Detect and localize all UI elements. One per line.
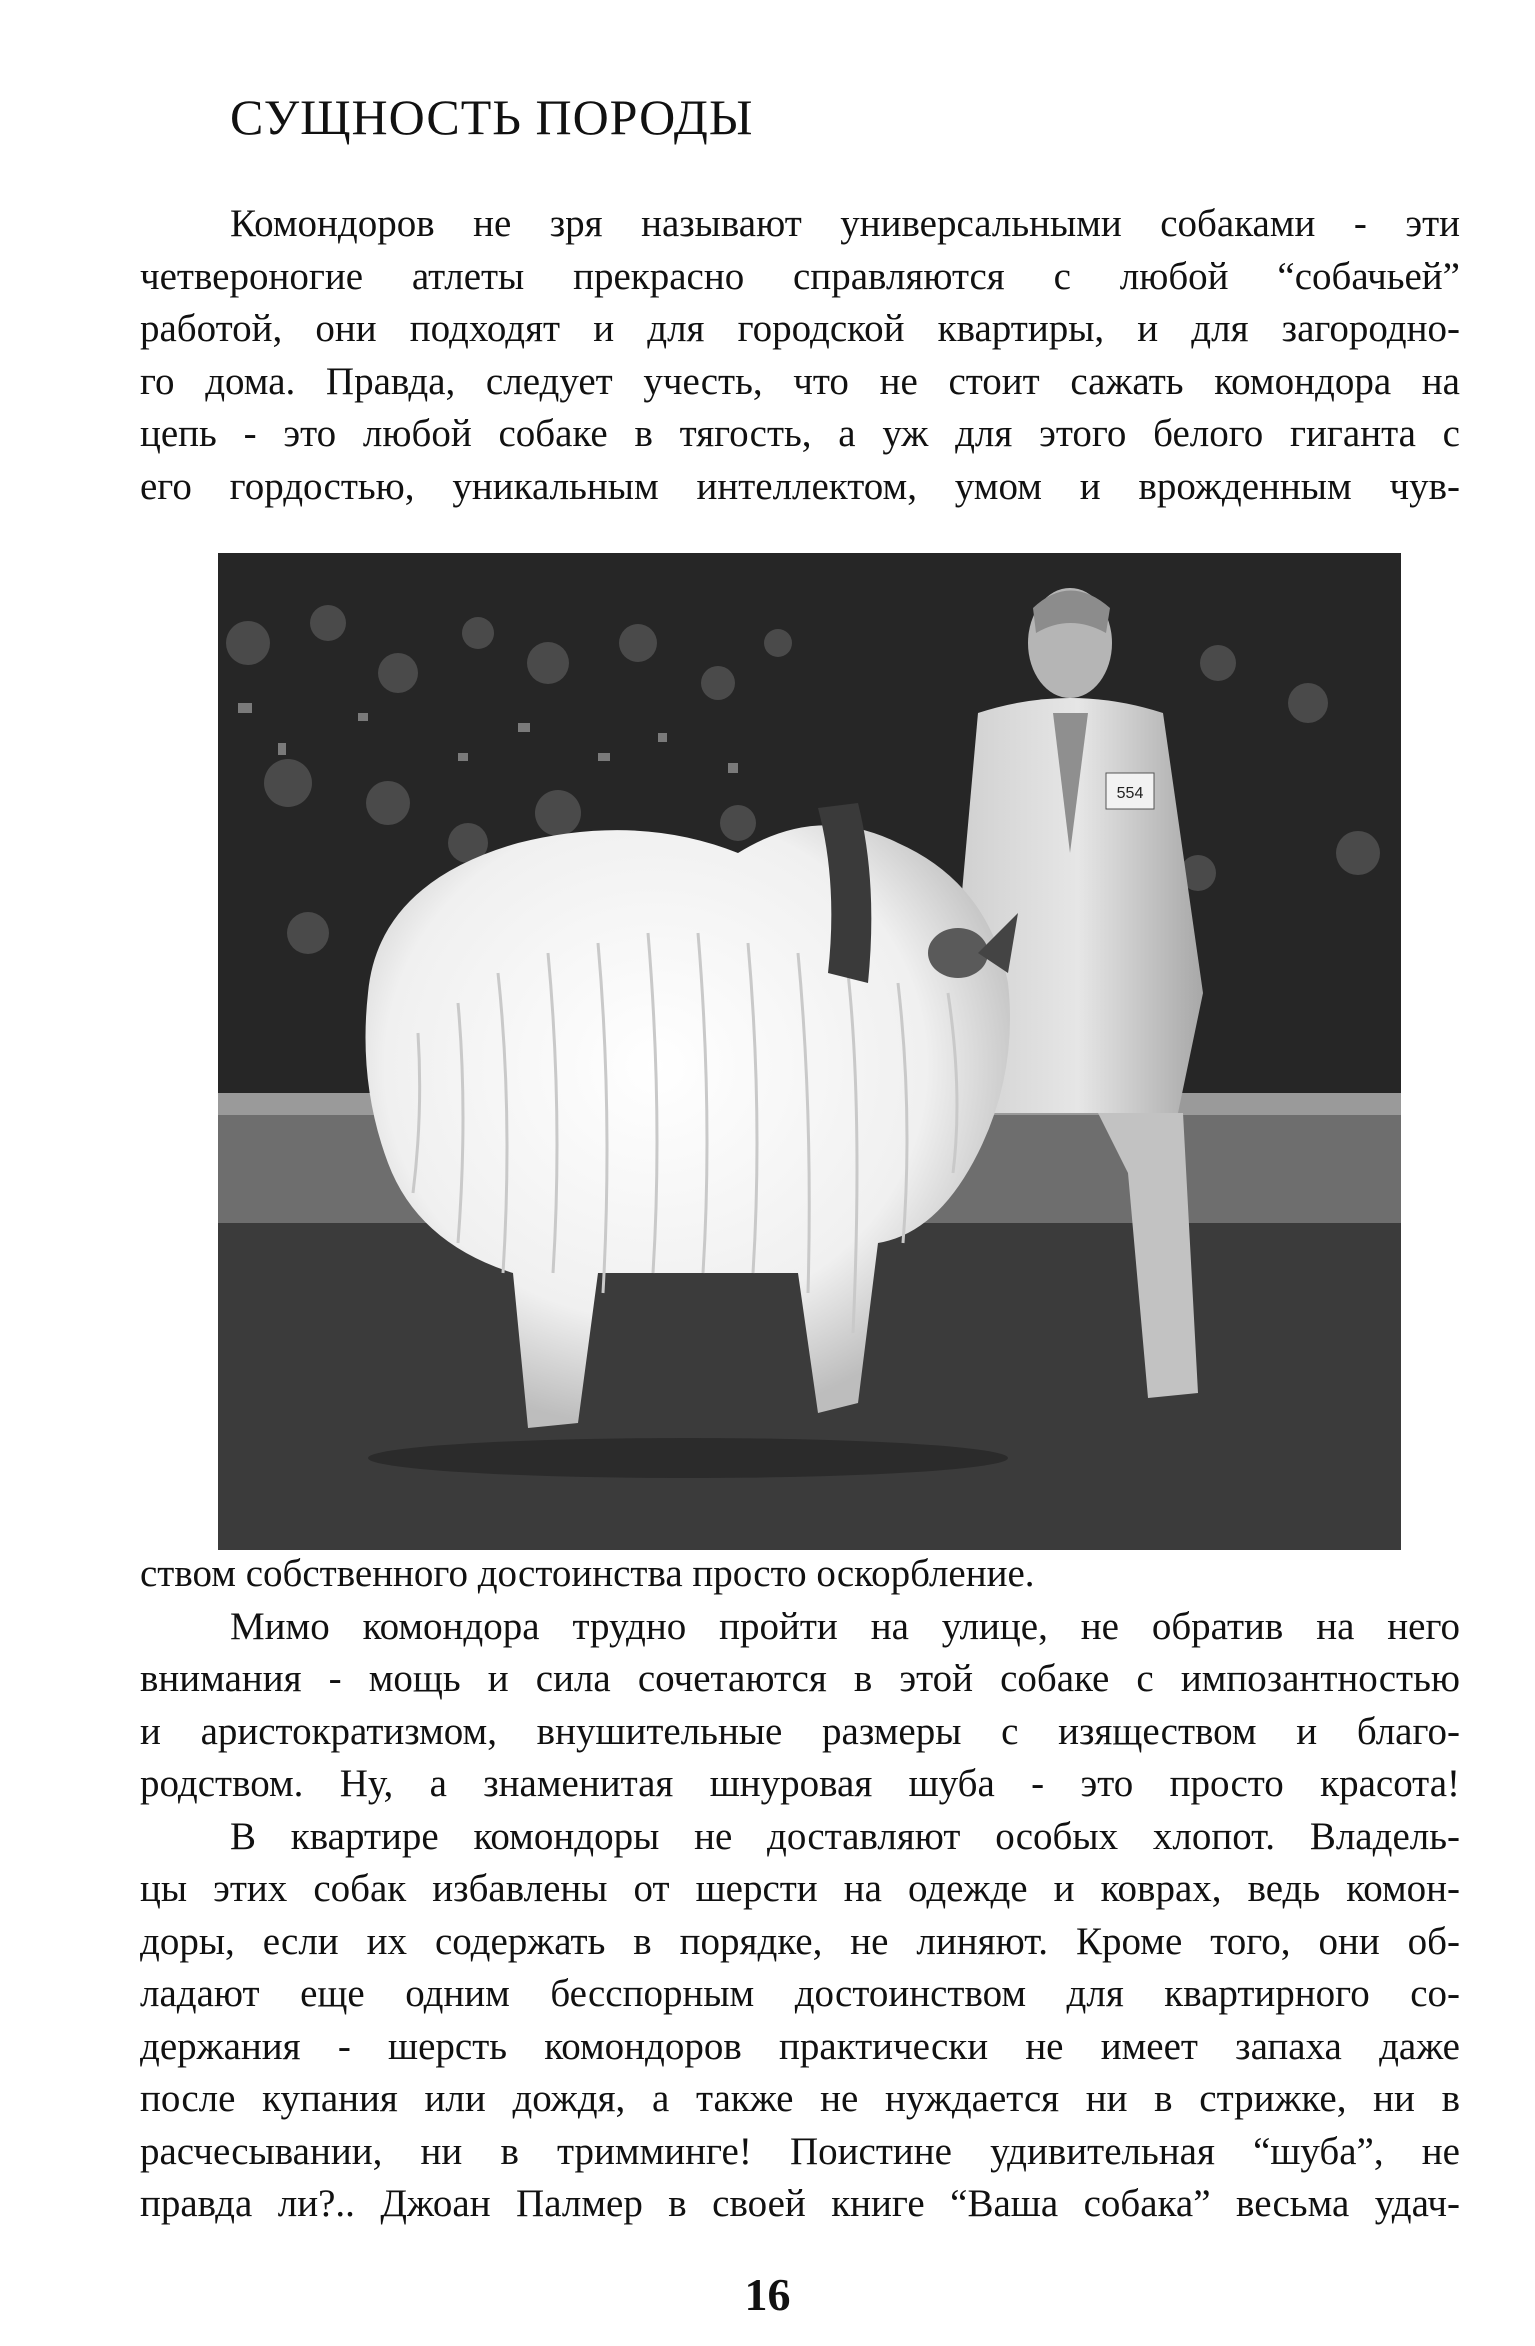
text-line: после купания или дождя, а также не нуждается ни в стрижке, ни в <box>140 2077 1460 2120</box>
text-line: ладают еще одним бесспорным достоинством для квартирного со- <box>140 1972 1460 2015</box>
handler-badge-number: 554 <box>1116 785 1144 802</box>
text-line: го дома. Правда, следует учесть, что не стоит сажать комондора на <box>140 359 1460 403</box>
text-line: ством собственного достоинства просто оскорбление. <box>140 1552 1035 1595</box>
text-line: цы этих собак избавлены от шерсти на одежде и коврах, ведь комон- <box>140 1867 1460 1910</box>
text-line: доры, если их содержать в порядке, не линяют. Кроме того, они об- <box>140 1919 1460 1963</box>
text-line: внимания - мощь и сила сочетаются в этой собаке с импозантностью <box>140 1657 1460 1700</box>
komondor-photo <box>218 553 1401 1550</box>
text-line: Комондоров не зря называют универсальными собаками - эти <box>230 202 1460 245</box>
text-block-top <box>140 198 1460 513</box>
text-line: четвероногие атлеты прекрасно справляются с любой “собачьей” <box>140 254 1460 298</box>
text-line: расчесывании, ни в тримминге! Поистине удивительная “шуба”, не <box>140 2129 1460 2173</box>
text-line: Мимо комондора трудно пройти на улице, не обратив на него <box>230 1604 1460 1648</box>
text-line: правда ли?.. Джоан Палмер в своей книге “Ваша собака” весьма удач- <box>140 2182 1460 2225</box>
text-line: цепь - это любой собаке в тягость, а уж для этого белого гиганта с <box>140 412 1460 455</box>
text-line: работой, они подходят и для городской квартиры, и для загородно- <box>140 307 1460 350</box>
text-block-bottom <box>140 1548 1460 2231</box>
page-number: 16 <box>744 2269 791 2320</box>
page-title: СУЩНОСТЬ ПОРОДЫ <box>230 89 754 145</box>
text-line: его гордостью, уникальным интеллектом, умом и врожденным чув- <box>140 464 1460 508</box>
text-line: родством. Ну, а знаменитая шнуровая шуба - это просто красота! <box>140 1762 1460 1805</box>
text-line: В квартире комондоры не доставляют особых хлопот. Владель- <box>230 1814 1460 1858</box>
floor-shadow <box>368 1438 1008 1478</box>
text-line: держания - шерсть комондоров практически не имеет запаха даже <box>140 2024 1460 2068</box>
photo-illustration <box>218 553 1401 1550</box>
text-line: и аристократизмом, внушительные размеры с изяществом и благо- <box>140 1709 1460 1753</box>
